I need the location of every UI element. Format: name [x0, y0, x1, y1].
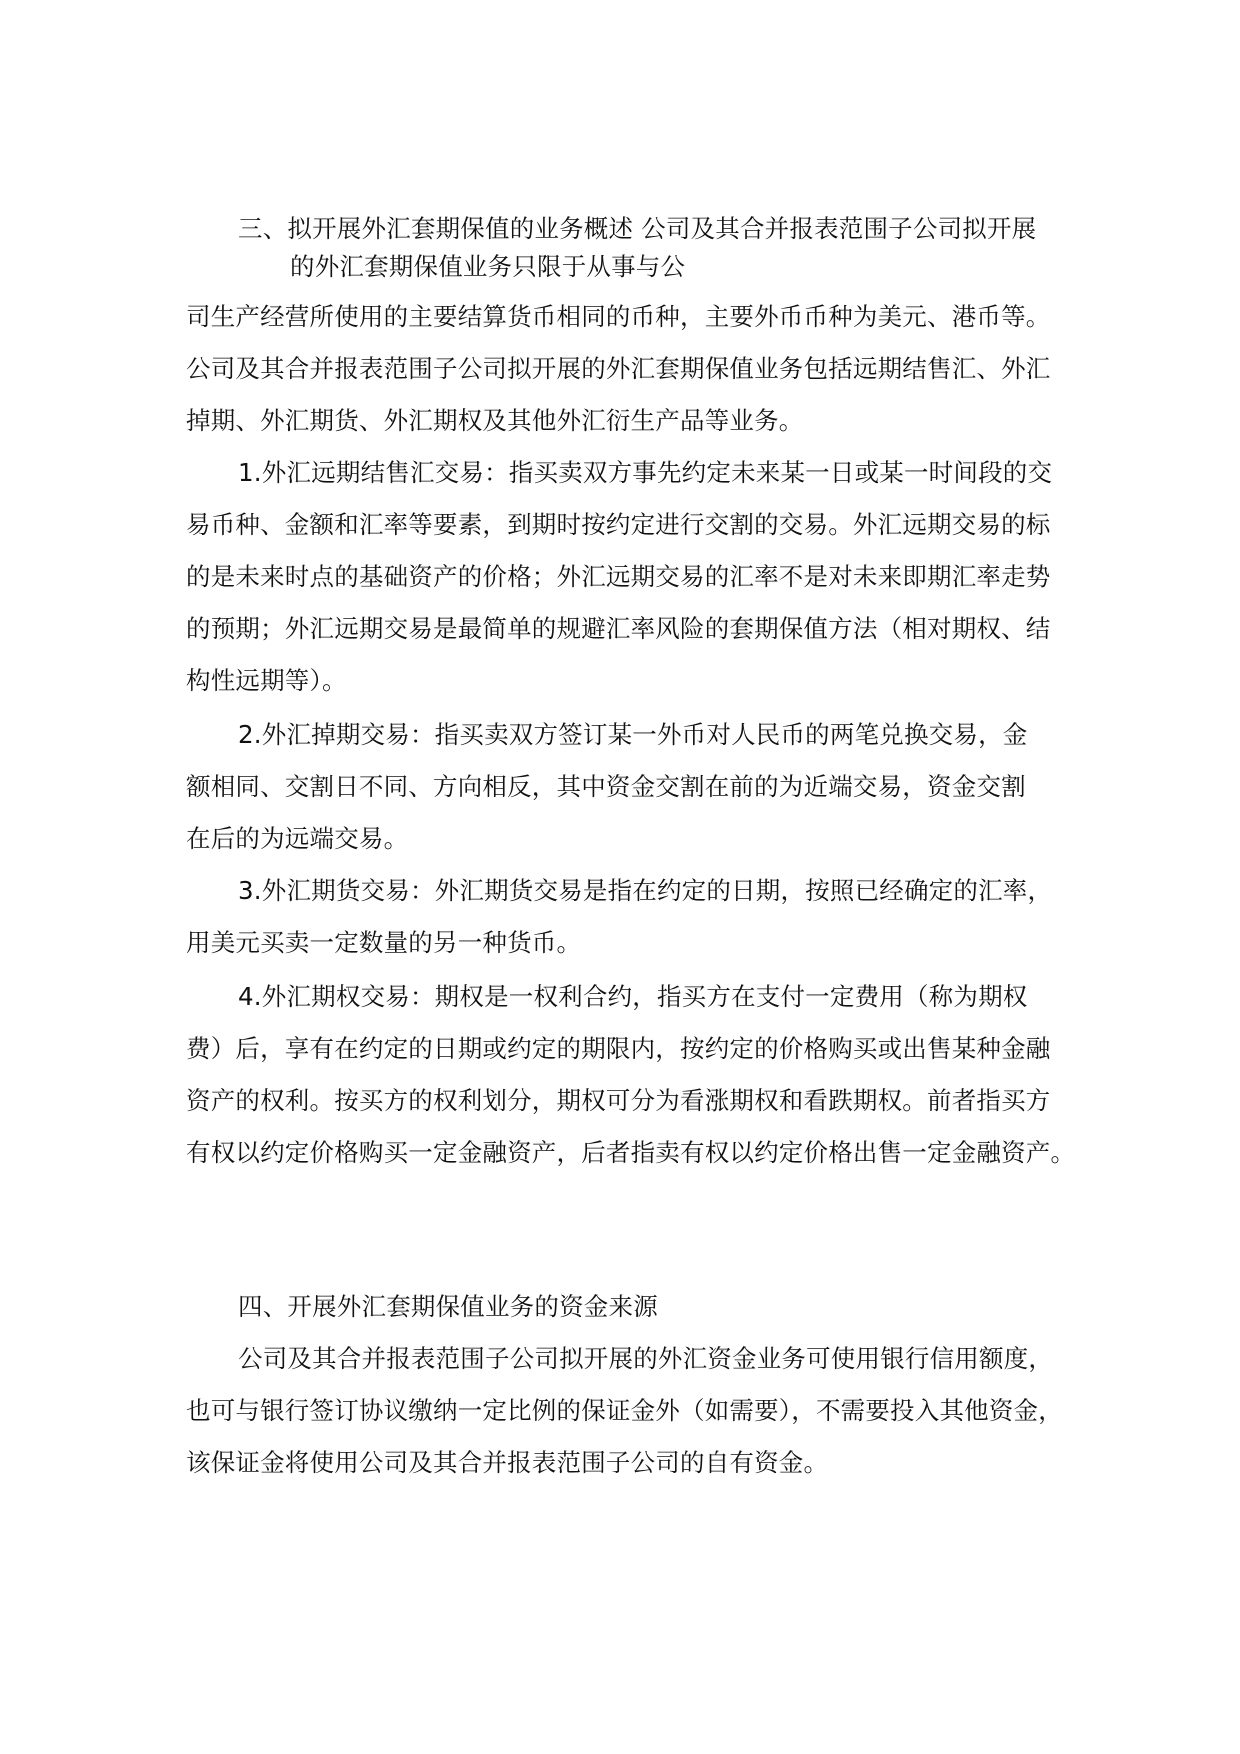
- item4-line: 有权以约定价格购买一定金融资产，后者指卖有权以约定价格出售一定金融资产。: [186, 1138, 1076, 1167]
- item2-line: 在后的为远端交易。: [186, 824, 409, 853]
- section3-intro-line: 掉期、外汇期货、外汇期权及其他外汇衍生产品等业务。: [186, 406, 804, 435]
- item1-line: 的预期；外汇远期交易是最简单的规避汇率风险的套期保值方法（相对期权、结: [186, 614, 1051, 643]
- section4-body-line: 也可与银行签订协议缴纳一定比例的保证金外（如需要），不需要投入其他资金，: [186, 1396, 1063, 1425]
- item1-line: 构性远期等）。: [186, 666, 347, 695]
- section3-intro-line: 公司及其合并报表范围子公司拟开展的外汇套期保值业务包括远期结售汇、外汇: [186, 354, 1051, 383]
- item4-line: 资产的权利。按买方的权利划分，期权可分为看涨期权和看跌期权。前者指买方: [186, 1086, 1051, 1115]
- item1-line: 的是未来时点的基础资产的价格；外汇远期交易的汇率不是对未来即期汇率走势: [186, 562, 1051, 591]
- item4-line: 4.外汇期权交易：期权是一权利合约，指买方在支付一定费用（称为期权: [238, 982, 1028, 1011]
- item2-line: 额相同、交割日不同、方向相反，其中资金交割在前的为近端交易，资金交割: [186, 772, 1026, 801]
- section3-heading-line1: 三、拟开展外汇套期保值的业务概述 公司及其合并报表范围子公司拟开展: [238, 214, 1037, 243]
- item3-line: 用美元买卖一定数量的另一种货币。: [186, 928, 582, 957]
- item4-line: 费）后，享有在约定的日期或约定的期限内，按约定的价格购买或出售某种金融: [186, 1034, 1051, 1063]
- section4-heading: 四、开展外汇套期保值业务的资金来源: [238, 1292, 658, 1321]
- item3-line: 3.外汇期货交易：外汇期货交易是指在约定的日期，按照已经确定的汇率，: [238, 876, 1053, 905]
- section4-body-line: 该保证金将使用公司及其合并报表范围子公司的自有资金。: [186, 1448, 829, 1477]
- item1-line: 易币种、金额和汇率等要素，到期时按约定进行交割的交易。外汇远期交易的标: [186, 510, 1051, 539]
- section3-heading-line2: 的外汇套期保值业务只限于从事与公: [290, 252, 686, 281]
- item2-line: 2.外汇掉期交易：指买卖双方签订某一外币对人民币的两笔兑换交易，金: [238, 720, 1028, 749]
- section4-body-line: 公司及其合并报表范围子公司拟开展的外汇资金业务可使用银行信用额度，: [238, 1344, 1054, 1373]
- item1-line: 1.外汇远期结售汇交易：指买卖双方事先约定未来某一日或某一时间段的交: [238, 458, 1053, 487]
- section3-intro-line: 司生产经营所使用的主要结算货币相同的币种，主要外币币种为美元、港币等。: [186, 302, 1051, 331]
